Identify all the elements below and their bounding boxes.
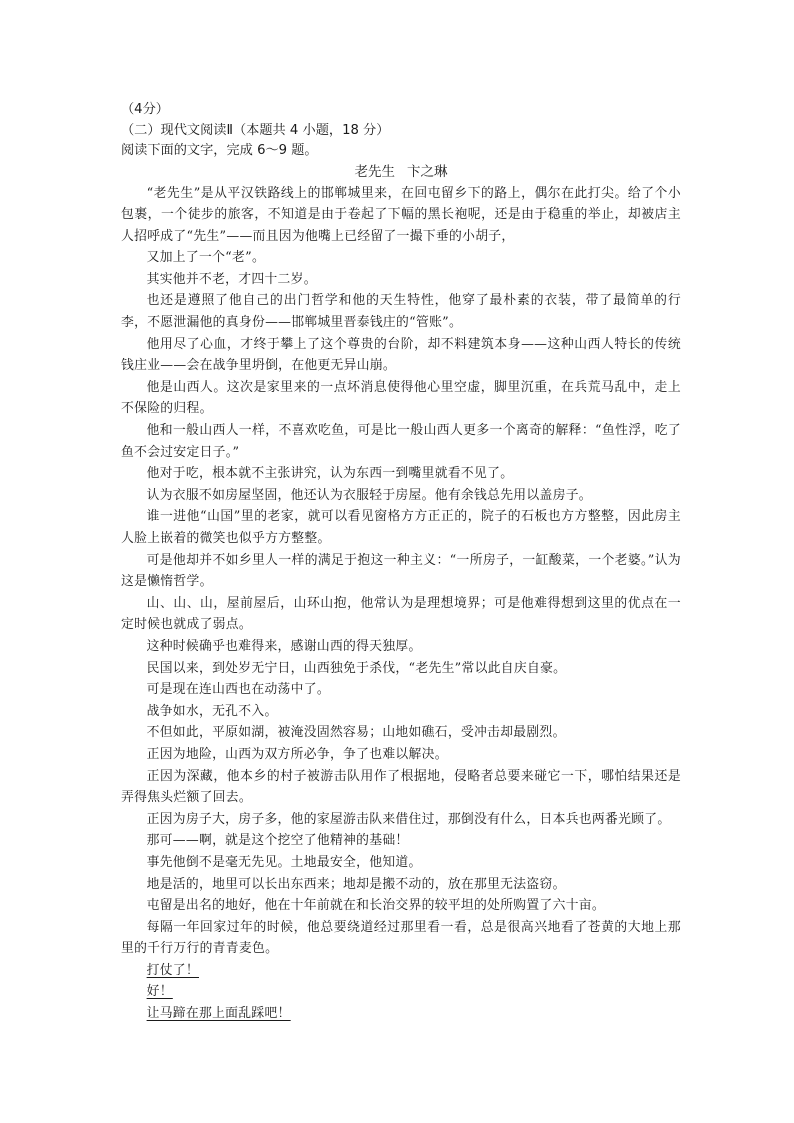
paragraph: 他是山西人。这次是家里来的一点坏消息使得他心里空虚，脚里沉重，在兵荒马乱中，走上不保险的归程。 [121, 379, 681, 417]
paragraph: 事先他倒不是毫无先见。土地最安全，他知道。 [146, 854, 422, 870]
paragraph: 地是活的，地里可以长出东西来；地却是搬不动的，放在那里无法盗窃。 [146, 876, 566, 892]
paragraph: 又加上了一个“老”。 [146, 250, 266, 266]
paragraph: 正因为深藏，他本乡的村子被游击队用作了根据地，侵略者总要来碰它一下，哪怕结果还是弄得焦头烂额了回去。 [121, 768, 681, 806]
paragraph: “老先生”是从平汉铁路线上的邯郸城里来，在回屯留乡下的路上，偶尔在此打尖。给了个小包裹，一个徒步的旅客，不知道是由于卷起了下幅的黑长袍呢，还是由于稳重的举止，却被店主人招呼成了“先生”——而且因为他嘴上已经留了一撮下垂的小胡子， [121, 185, 681, 244]
paragraph: 谁一进他“山国”里的老家，就可以看见窗格方方正正的，院子的石板也方方整整，因此房主人脸上嵌着的微笑也似乎方方整整。 [121, 509, 681, 546]
paragraph: 民国以来，到处岁无宁日，山西独免于杀伐，“老先生”常以此自庆自豪。 [146, 660, 567, 676]
paragraph: 战争如水，无孔不入。 [146, 703, 278, 719]
instruction-line: 阅读下面的文字，完成 6～9 题。 [121, 143, 318, 158]
paragraph: 他和一般山西人一样，不喜欢吃鱼，可是比一般山西人更多一个离奇的解释：“鱼性浮，吃了鱼不会过安定日子。” [121, 423, 681, 460]
article-title-line [121, 162, 681, 183]
paragraph: 那可——啊，就是这个挖空了他精神的基础！ [146, 833, 409, 849]
underlined-paragraph [121, 960, 681, 982]
article-author: 卞之琳 [407, 163, 448, 180]
article-body [121, 183, 681, 1025]
paragraph: 每隔一年回家过年的时候，他总要绕道经过那里看一看，总是很高兴地看了苍黄的大地上那里的千行万行的青青麦色。 [121, 919, 681, 957]
paragraph: 正因为房子大，房子多，他的家屋游击队来借住过，那倒没有什么，日本兵也两番光顾了。 [146, 811, 671, 827]
paragraph: 这种时候确乎也难得来，感谢山西的得天独厚。 [146, 638, 422, 654]
underlined-text: 打仗了！ [146, 962, 199, 978]
paragraph: 认为衣服不如房屋坚固，他还认为衣服轻于房屋。他有余钱总先用以盖房子。 [146, 487, 592, 503]
section-heading: （二）现代文阅读Ⅱ（本题共 4 小题，18 分） [121, 122, 390, 138]
underlined-paragraph [121, 1003, 681, 1025]
paragraph: 屯留是出名的地好，他在十年前就在和长治交界的较平坦的处所购置了六十亩。 [146, 898, 605, 914]
article-title: 老先生 [354, 163, 395, 180]
paragraph: 他对于吃，根本就不主张讲究，认为东西一到嘴里就看不见了。 [146, 466, 514, 482]
paragraph: 不但如此，平原如湖，被淹没固然容易；山地如礁石，受冲击却最剧烈。 [146, 725, 566, 741]
paragraph: 其实他并不老，才四十二岁。 [146, 271, 317, 287]
paragraph: 正因为地险，山西为双方所必争，争了也难以解决。 [146, 746, 448, 762]
underlined-paragraph [121, 981, 681, 1003]
paragraph: 可是他却并不如乡里人一样的满足于抱这一种主义：“一所房子，一缸酸菜，一个老婆。”认为这是懒惰哲学。 [121, 552, 681, 590]
underlined-text: 让马蹄在那上面乱踩吧！ [146, 1006, 291, 1022]
paragraph: 也还是遵照了他自己的出门哲学和他的天生特性，他穿了最朴素的衣装，带了最简单的行李，不愿泄漏他的真身份——邯郸城里晋泰钱庄的“管账”。 [121, 293, 681, 331]
paragraph: 他用尽了心血，才终于攀上了这个尊贵的台阶，却不料建筑本身——这种山西人特长的传统钱庄业——会在战争里坍倒，在他更无异山崩。 [121, 336, 681, 374]
paragraph: 山、山、山，屋前屋后，山环山抱，他常认为是理想境界；可是他难得想到这里的优点在一定时候也就成了弱点。 [121, 595, 681, 633]
paragraph: 可是现在连山西也在动荡中了。 [146, 682, 330, 698]
score-line: （4分） [121, 102, 169, 117]
underlined-text: 好！ [146, 984, 173, 1000]
document-page [121, 100, 681, 1025]
